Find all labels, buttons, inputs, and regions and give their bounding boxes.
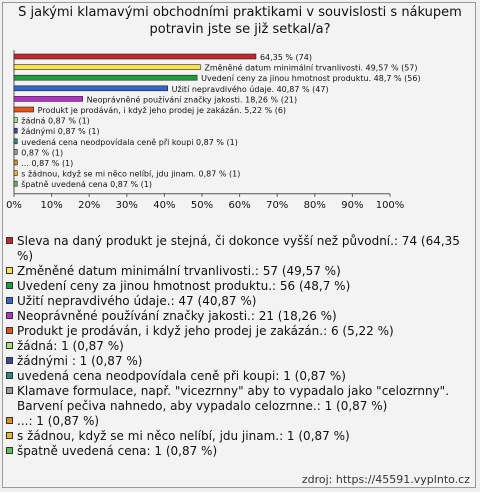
legend-label-1: Sleva na daný produkt je stejná, či dokonce vyšší než původní.: 74 (64,35 %) <box>17 234 460 263</box>
legend-label-5: Neoprávněné používání značky jakosti.: 21 (18,26 %) <box>17 309 337 323</box>
legend-item-7 <box>6 339 472 354</box>
bar-9 <box>14 139 17 144</box>
legend-label-2: Změněné datum minimální trvanlivosti.: 57 (49,57 %) <box>17 264 341 278</box>
x-tick-label-4: 40% <box>153 199 176 211</box>
bar-12 <box>14 171 17 176</box>
legend-item-12 <box>6 429 472 444</box>
x-tick-label-6: 60% <box>228 199 251 211</box>
legend-swatch-12 <box>6 432 13 439</box>
bar-label-1: 64,35 % (74) <box>259 53 312 62</box>
legend-item-2 <box>6 264 472 279</box>
bar-label-10: 0,87 % (1) <box>21 148 64 158</box>
chart-legend <box>6 234 472 459</box>
bar-label-7: žádná 0,87 % (1) <box>21 116 90 126</box>
legend-item-11 <box>6 414 472 429</box>
x-tick-label-1: 10% <box>40 199 63 211</box>
legend-swatch-8 <box>6 357 13 364</box>
x-tick-label-9: 90% <box>341 199 364 211</box>
bar-3 <box>14 75 197 80</box>
legend-swatch-13 <box>6 447 13 454</box>
legend-item-4 <box>6 294 472 309</box>
legend-label-8: žádnými : 1 (0,87 %) <box>17 354 143 368</box>
bar-7 <box>14 118 17 123</box>
legend-swatch-2 <box>6 267 13 274</box>
legend-item-9 <box>6 369 472 384</box>
legend-swatch-3 <box>6 282 13 289</box>
legend-label-6: Produkt je prodáván, i když jeho prodej je zakázán.: 6 (5,22 %) <box>17 324 394 338</box>
bar-6 <box>14 107 34 112</box>
legend-label-9: uvedená cena neodpovídala ceně při koupi: 1 (0,87 %) <box>17 369 346 383</box>
x-tick-label-10: 100% <box>375 199 405 211</box>
legend-item-3 <box>6 279 472 294</box>
bar-chart <box>0 0 480 232</box>
bar-label-8: žádnými 0,87 % (1) <box>21 127 100 137</box>
legend-label-3: Uvedení ceny za jinou hmotnost produktu.: 56 (48,7 %) <box>17 279 351 293</box>
legend-label-10: Klamave formulace, např. "vicezrnny" aby to vypadalo jako "celozrnny". Barvení pečiva nahnedo, aby vypadalo celozrnne.: 1 (0,87 %) <box>17 384 450 413</box>
bar-label-2: Změněné datum minimální trvanlivosti. 49,57 % (57) <box>204 63 418 73</box>
bar-2 <box>14 65 200 70</box>
legend-item-5 <box>6 309 472 324</box>
legend-item-13 <box>6 444 472 459</box>
legend-item-6 <box>6 324 472 339</box>
legend-swatch-6 <box>6 327 13 334</box>
legend-label-7: žádná: 1 (0,87 %) <box>17 339 124 353</box>
legend-label-13: špatně uvedená cena: 1 (0,87 %) <box>17 444 218 458</box>
legend-item-10 <box>6 384 472 414</box>
x-tick-label-0: 0% <box>6 199 22 211</box>
legend-swatch-9 <box>6 372 13 379</box>
bar-label-9: uvedená cena neodpovídala ceně při koupi 0,87 % (1) <box>21 137 238 147</box>
bar-label-5: Neoprávněné používání značky jakosti. 18,26 % (21) <box>86 95 298 105</box>
bar-10 <box>14 149 17 154</box>
legend-swatch-5 <box>6 312 13 319</box>
bar-4 <box>14 86 168 91</box>
bar-label-6: Produkt je prodáván, i když jeho prodej je zakázán. 5,22 % (6) <box>37 106 287 115</box>
legend-label-12: s žádnou, když se mi něco nelíbí, jdu jinam.: 1 (0,87 %) <box>17 429 350 443</box>
legend-swatch-4 <box>6 297 13 304</box>
bar-label-12: s žádnou, když se mi něco nelíbí, jdu jinam. 0,87 % (1) <box>21 169 241 179</box>
bar-label-4: Užití nepravdivého údaje. 40,87 % (47) <box>171 84 329 94</box>
bar-13 <box>14 181 17 186</box>
x-tick-label-8: 80% <box>303 199 326 211</box>
bar-label-3: Uvedení ceny za jinou hmotnost produktu. 48,7 % (56) <box>201 74 421 84</box>
legend-swatch-7 <box>6 342 13 349</box>
legend-swatch-11 <box>6 417 13 424</box>
x-tick-label-7: 70% <box>266 199 289 211</box>
bar-label-11: ... 0,87 % (1) <box>21 159 74 168</box>
x-tick-label-5: 50% <box>190 199 214 211</box>
bar-1 <box>14 54 256 59</box>
bar-8 <box>14 128 17 133</box>
bar-label-13: špatně uvedená cena 0,87 % (1) <box>21 180 153 190</box>
legend-item-1 <box>6 234 472 264</box>
legend-label-11: ...: 1 (0,87 %) <box>17 414 100 428</box>
x-tick-label-2: 20% <box>78 199 101 211</box>
legend-label-4: Užití nepravdivého údaje.: 47 (40,87 %) <box>17 294 257 308</box>
x-tick-label-3: 30% <box>115 199 138 211</box>
legend-swatch-10 <box>6 387 13 394</box>
legend-item-8 <box>6 354 472 369</box>
source-link[interactable]: zdroj: https://45591.vyplnto.cz <box>301 473 470 486</box>
bar-11 <box>14 160 17 165</box>
legend-swatch-1 <box>6 237 13 244</box>
chart-title: S jakými klamavými obchodními praktikami v souvislosti s nákupem potravin jste se již setkal/a? <box>18 5 462 37</box>
bar-5 <box>14 96 83 101</box>
